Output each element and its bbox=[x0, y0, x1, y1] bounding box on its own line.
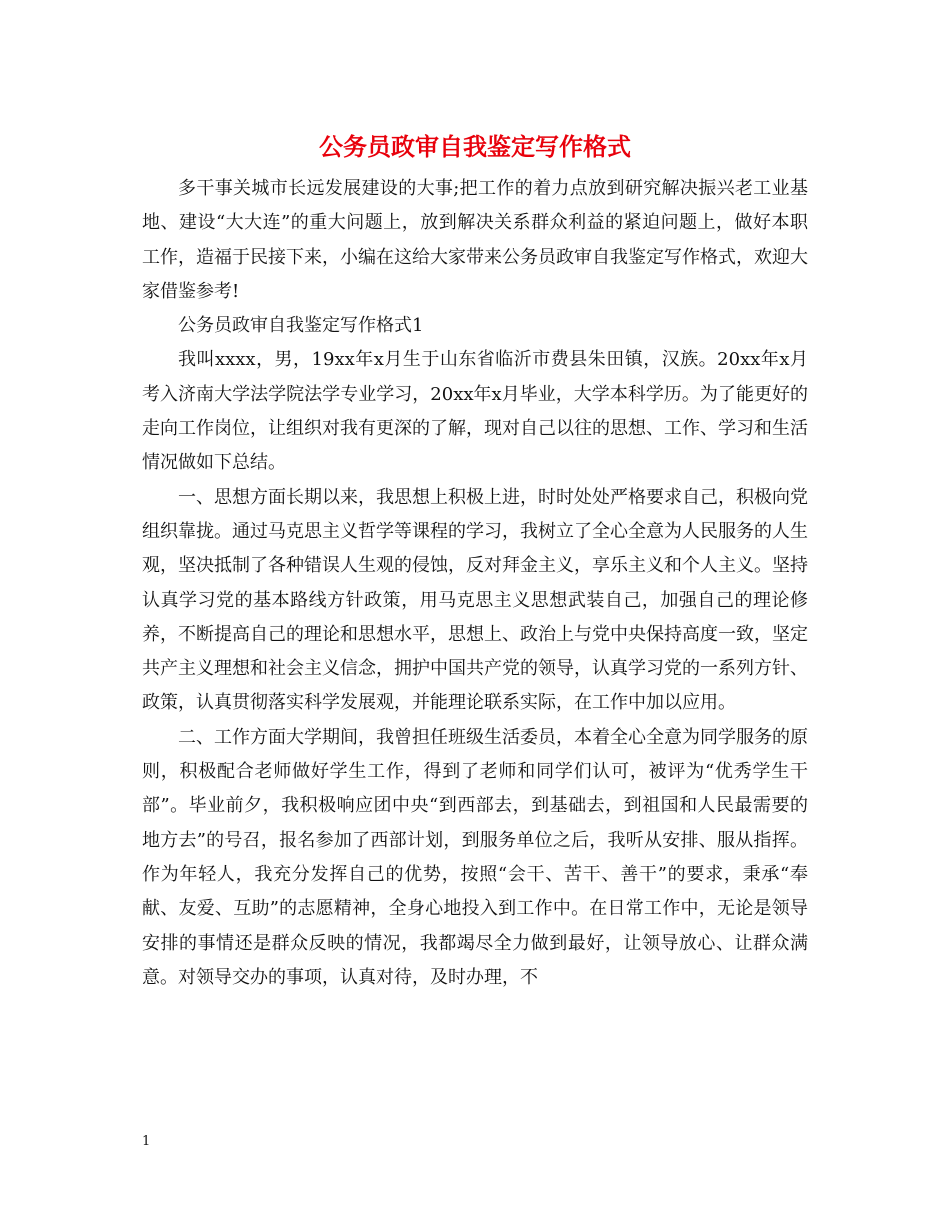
paragraph-intro: 多干事关城市长远发展建设的大事;把工作的着力点放到研究解决振兴老工业基地、建设“大大连”的重大问题上，放到解决关系群众利益的紧迫问题上，做好本职工作，造福于民接下来，小编在这给大家带来公务员政审自我鉴定写作格式，欢迎大家借鉴参考! bbox=[142, 178, 808, 302]
document-body bbox=[142, 172, 808, 995]
paragraph-work: 二、工作方面大学期间，我曾担任班级生活委员，本着全心全意为同学服务的原则，积极配合老师做好学生工作，得到了老师和同学们认可，被评为“优秀学生干部”。毕业前夕，我积极响应团中央“到西部去，到基础去，到祖国和人民最需要的地方去”的号召，报名参加了西部计划，到服务单位之后，我听从安排、服从指挥。作为年轻人，我充分发挥自己的优势，按照“会干、苦干、善干”的要求，秉承“奉献、友爱、互助”的志愿精神，全身心地投入到工作中。在日常工作中，无论是领导安排的事情还是群众反映的情况，我都竭尽全力做到最好，让领导放心、让群众满意。对领导交办的事项，认真对待，及时办理，不 bbox=[142, 726, 808, 988]
document-title: 公务员政审自我鉴定写作格式 bbox=[319, 133, 631, 161]
paragraph-personal-info: 我叫xxxx，男，19xx年x月生于山东省临沂市费县朱田镇，汉族。20xx年x月考入济南大学法学院法学专业学习，20xx年x月毕业，大学本科学历。为了能更好的走向工作岗位，让组织对我有更深的了解，现对自己以往的思想、工作、学习和生活情况做如下总结。 bbox=[142, 349, 808, 474]
section-heading: 公务员政审自我鉴定写作格式1 bbox=[178, 315, 424, 337]
page-number: 1 bbox=[142, 1134, 151, 1149]
paragraph-ideology: 一、思想方面长期以来，我思想上积极上进，时时处处严格要求自己，积极向党组织靠拢。通过马克思主义哲学等课程的学习，我树立了全心全意为人民服务的人生观，坚决抵制了各种错误人生观的侵蚀，反对拜金主义，享乐主义和个人主义。坚持认真学习党的基本路线方针政策，用马克思主义思想武装自己，加强自己的理论修养，不断提高自己的理论和思想水平，思想上、政治上与党中央保持高度一致，坚定共产主义理想和社会主义信念，拥护中国共产党的领导，认真学习党的一系列方针、政策，认真贯彻落实科学发展观，并能理论联系实际，在工作中加以应用。 bbox=[142, 486, 808, 714]
